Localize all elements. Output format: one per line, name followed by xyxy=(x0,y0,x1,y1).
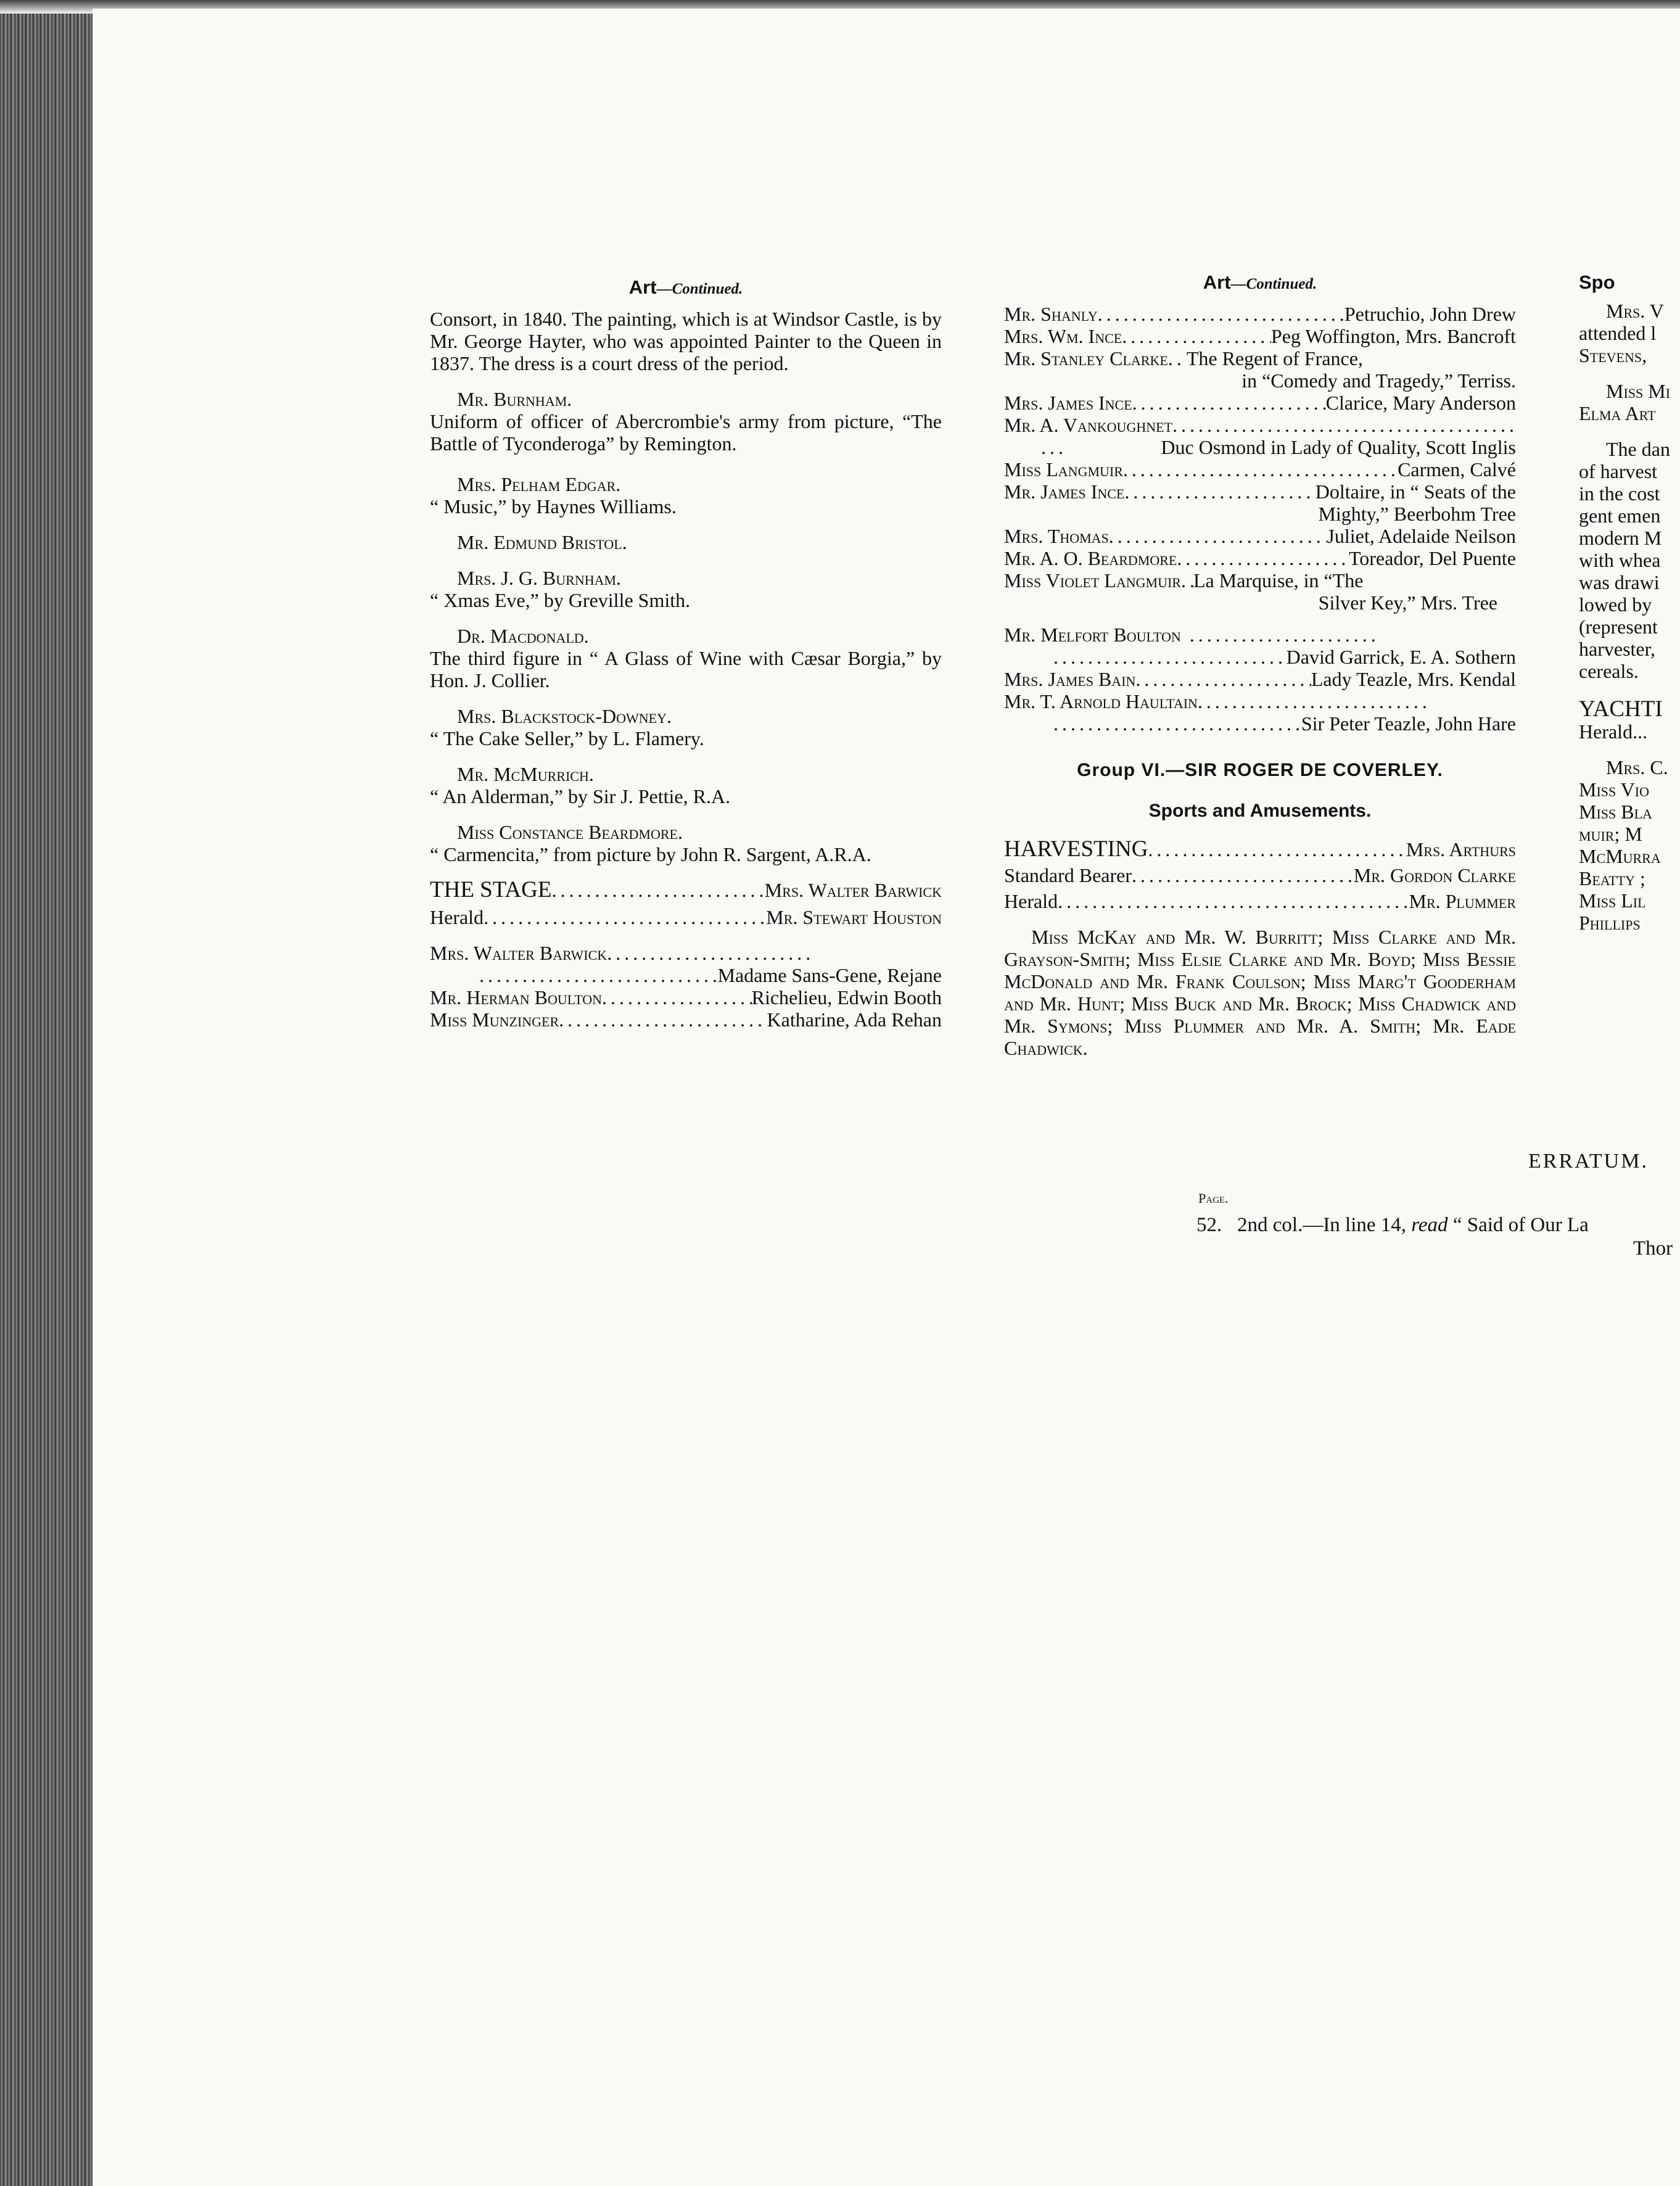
text-line: (represent xyxy=(1579,616,1658,638)
leader-dots xyxy=(1123,458,1398,481)
cast-role: Carmen, Calvé xyxy=(1398,458,1516,481)
cast-row xyxy=(1004,624,1516,646)
leader-dots xyxy=(1122,325,1271,347)
cast-role: Katharine, Ada Rehan xyxy=(767,1008,942,1031)
entry-name: Miss Constance Beardmore. xyxy=(457,821,683,843)
leader-dots xyxy=(1168,347,1187,369)
entry-name: Mrs. Pelham Edgar. xyxy=(457,473,621,495)
cast-name: Mr. T. Arnold Haultain xyxy=(1004,690,1198,712)
cast-row xyxy=(1004,712,1516,735)
column-left xyxy=(430,276,942,1031)
herald-label: Herald xyxy=(1004,890,1058,912)
cast-role: Duc Osmond in Lady of Quality, Scott Inglis xyxy=(1161,436,1516,458)
erratum-quote: “ Said of Our La xyxy=(1452,1214,1589,1236)
cast-role: The Regent of France, xyxy=(1186,347,1363,369)
cast-name: Mrs. James Bain xyxy=(1004,668,1136,690)
cast-role-continued: Mighty,” Beerbohm Tree xyxy=(1318,503,1516,525)
text-line: Stevens, xyxy=(1579,344,1647,366)
entry-desc: Uniform of officer of Abercrombie's army from picture, “The Battle of Tyconderoga” by Remington. xyxy=(430,410,942,455)
text-line: lowed by xyxy=(1579,593,1652,616)
cast-role-continued: Silver Key,” Mrs. Tree xyxy=(1318,592,1497,614)
cast-name: Mr. Herman Boulton xyxy=(430,986,603,1008)
cast-row xyxy=(1004,325,1516,347)
cast-role: Doltaire, in “ Seats of the xyxy=(1315,481,1516,503)
leader-dots xyxy=(1198,690,1432,712)
cast-name: Mr. James Ince xyxy=(1004,481,1125,503)
cast-role: La Marquise, in “The xyxy=(1193,569,1364,592)
harvesting-label: HARVESTING xyxy=(1004,836,1148,862)
text-line: Elma Art xyxy=(1579,402,1656,424)
entry xyxy=(430,531,942,553)
cast-role: Petruchio, John Drew xyxy=(1344,303,1516,325)
cast-role: Richelieu, Edwin Booth xyxy=(751,986,942,1008)
cast-row xyxy=(1004,547,1516,569)
leader-dots xyxy=(1148,838,1406,860)
text-line: Mrs. V xyxy=(1606,300,1664,322)
cast-row xyxy=(1004,414,1516,436)
book-page-edges xyxy=(0,0,93,2186)
erratum-page-number: 52. xyxy=(1196,1214,1222,1236)
entry-name: Mr. Edmund Bristol. xyxy=(457,531,627,553)
cast-row xyxy=(1004,668,1516,690)
leader-dots xyxy=(559,1008,767,1031)
text-line: YACHTI xyxy=(1579,696,1663,722)
leader-dots xyxy=(1124,481,1315,503)
section-subtitle: Sports and Amusements. xyxy=(1148,801,1372,821)
cast-row xyxy=(430,942,942,964)
herald-value: Mr. Stewart Houston xyxy=(766,906,942,928)
standard-bearer-label: Standard Bearer xyxy=(1004,864,1132,886)
herald-label: Herald xyxy=(430,906,484,928)
cast-role: Peg Woffington, Mrs. Bancroft xyxy=(1270,325,1516,347)
standard-bearer-row xyxy=(1004,864,1516,886)
text-line: of harvest xyxy=(1579,460,1658,482)
leader-dots xyxy=(602,986,752,1008)
cast-role: Clarice, Mary Anderson xyxy=(1325,392,1516,414)
cast-name: Mr. A. Vankoughnet xyxy=(1004,414,1172,436)
entry-desc: “ An Alderman,” by Sir J. Pettie, R.A. xyxy=(430,785,731,807)
intro-paragraph: Consort, in 1840. The painting, which is at Windsor Castle, is by Mr. George Hayter, who was appointed Painter to the Queen in 1837. The dress is a court dress of the period. xyxy=(430,308,942,374)
cast-name: Mrs. Thomas xyxy=(1004,525,1109,547)
cast-name: Mrs. Walter Barwick xyxy=(430,942,607,964)
text-line: Miss Vio xyxy=(1579,778,1649,801)
leader-dots xyxy=(1190,624,1375,646)
heading-suffix: —Continued. xyxy=(656,281,743,297)
leader-dots xyxy=(1053,646,1287,668)
entry xyxy=(430,705,942,727)
leader-dots xyxy=(1109,525,1327,547)
heading-text: Art xyxy=(1203,271,1231,293)
standard-bearer-value: Mr. Gordon Clarke xyxy=(1353,864,1516,886)
text-line: Phillips xyxy=(1579,912,1641,934)
text-line: muir; M xyxy=(1579,823,1642,845)
leader-dots xyxy=(1132,864,1354,886)
herald-row xyxy=(430,906,942,928)
erratum-text: 2nd col.—In line 14, xyxy=(1237,1214,1407,1236)
harvesting-value: Mrs. Arthurs xyxy=(1406,838,1516,860)
erratum-title: ERRATUM. xyxy=(1528,1150,1649,1173)
cast-row xyxy=(1004,525,1516,547)
text-line: The dan xyxy=(1606,438,1670,460)
cast-name: Miss Langmuir xyxy=(1004,458,1123,481)
entry xyxy=(430,763,942,785)
column-heading xyxy=(1004,271,1516,295)
cast-row xyxy=(1004,481,1516,503)
cast-row xyxy=(1004,458,1516,481)
cast-name: Miss Violet Langmuir xyxy=(1004,569,1181,592)
entry-name: Mr. McMurrich. xyxy=(457,763,594,785)
entry-name: Mr. Burnham. xyxy=(457,388,572,410)
erratum-read: read xyxy=(1411,1214,1448,1236)
leader-dots xyxy=(1135,668,1311,690)
text-line: harvester, xyxy=(1579,638,1655,660)
leader-dots xyxy=(1053,712,1301,735)
column-heading xyxy=(1579,271,1680,294)
text-line: in the cost xyxy=(1579,482,1660,505)
text-line: McMurra xyxy=(1579,845,1661,867)
entry-desc: “ Carmencita,” from picture by John R. Sargent, A.R.A. xyxy=(430,843,871,865)
stage-label: THE STAGE xyxy=(430,877,552,902)
herald-row xyxy=(1004,890,1516,912)
group-title: Group VI.—SIR ROGER DE COVERLEY. xyxy=(1077,760,1443,780)
cast-row xyxy=(1004,347,1516,369)
text-line: Miss Bla xyxy=(1579,801,1652,823)
leader-dots xyxy=(607,942,810,964)
stage-value: Mrs. Walter Barwick xyxy=(764,879,942,901)
entry xyxy=(430,821,942,843)
entry-desc: The third figure in “ A Glass of Wine with Cæsar Borgia,” by Hon. J. Collier. xyxy=(430,647,942,691)
cast-role: David Garrick, E. A. Sothern xyxy=(1286,646,1516,668)
leader-dots xyxy=(484,906,766,928)
heading-suffix: —Continued. xyxy=(1230,276,1317,292)
cast-name: Mr. Shanly xyxy=(1004,303,1098,325)
cast-role: Lady Teazle, Mrs. Kendal xyxy=(1311,668,1516,690)
column-right-clipped xyxy=(1579,271,1680,934)
leader-dots xyxy=(1041,436,1066,458)
column-heading xyxy=(430,276,942,300)
stage-row xyxy=(430,879,942,901)
text-line: cereals. xyxy=(1579,660,1639,682)
text-line: attended l xyxy=(1579,322,1657,344)
cast-row xyxy=(1004,646,1516,668)
cast-role: Madame Sans-Gene, Rejane xyxy=(717,964,942,986)
entry-desc: “ Xmas Eve,” by Greville Smith. xyxy=(430,589,691,611)
cast-row xyxy=(1004,690,1516,712)
heading-text: Spo xyxy=(1579,271,1615,293)
entry-name: Mrs. J. G. Burnham. xyxy=(457,567,622,589)
cast-row xyxy=(430,986,942,1008)
cast-name: Mrs. Wm. Ince xyxy=(1004,325,1122,347)
cast-row xyxy=(1004,392,1516,414)
cast-role: Juliet, Adelaide Neilson xyxy=(1327,525,1516,547)
entry xyxy=(430,388,942,410)
text-line: Miss Mi xyxy=(1606,380,1671,402)
herald-value: Mr. Plummer xyxy=(1409,890,1516,912)
cast-row xyxy=(1004,569,1516,592)
column-middle xyxy=(1004,271,1516,1059)
entry xyxy=(430,473,942,495)
cast-name: Mr. Melfort Boulton xyxy=(1004,624,1181,646)
cast-row xyxy=(1004,303,1516,325)
leader-dots xyxy=(1058,890,1409,912)
leader-dots xyxy=(551,879,764,901)
text-line: gent emen xyxy=(1579,505,1661,527)
pairs-paragraph: Miss McKay and Mr. W. Burritt; Miss Clarke and Mr. Grayson-Smith; Miss Elsie Clarke and Mr. Boyd; Miss Bessie McDonald and Mr. Frank Coulson; Miss Marg't Gooderham and Mr. Hunt; Miss Buck and Mr. Brock; Miss Chadwick and Mr. Symons; Miss Plummer and Mr. A. Smith; Mr. Eade Chadwick. xyxy=(1004,926,1516,1059)
cast-row xyxy=(1004,436,1516,458)
leader-dots xyxy=(1172,414,1516,436)
text-line: Miss Lil xyxy=(1579,889,1646,912)
leader-dots xyxy=(479,964,718,986)
heading-text: Art xyxy=(628,276,657,298)
erratum-line xyxy=(1196,1214,1589,1237)
cast-name: Mr. A. O. Beardmore xyxy=(1004,547,1177,569)
text-line: was drawi xyxy=(1579,571,1660,593)
leader-dots xyxy=(1098,303,1344,325)
cast-row xyxy=(430,1008,942,1031)
leader-dots xyxy=(1181,569,1193,592)
text-line: with whea xyxy=(1579,549,1661,571)
cast-row xyxy=(430,964,942,986)
entry xyxy=(430,625,942,647)
text-line: Beatty ; xyxy=(1579,867,1645,889)
leader-dots xyxy=(1177,547,1349,569)
entry-desc: “ The Cake Seller,” by L. Flamery. xyxy=(430,727,704,749)
cast-role-continued: in “Comedy and Tragedy,” Terriss. xyxy=(1241,369,1516,392)
cast-name: Miss Munzinger xyxy=(430,1008,559,1031)
entry-desc: “ Music,” by Haynes Williams. xyxy=(430,495,677,518)
erratum-page-label: Page. xyxy=(1198,1190,1229,1206)
harvesting-row xyxy=(1004,838,1516,860)
cast-name: Mrs. James Ince xyxy=(1004,392,1132,414)
erratum-line-continued: Thor xyxy=(1633,1237,1673,1260)
leader-dots xyxy=(1132,392,1326,414)
entry xyxy=(430,567,942,589)
text-line: Herald... xyxy=(1579,720,1648,743)
text-line: modern M xyxy=(1579,527,1662,549)
entry-name: Mrs. Blackstock-Downey. xyxy=(457,705,672,727)
entry-name: Dr. Macdonald. xyxy=(457,625,589,647)
cast-role: Toreador, Del Puente xyxy=(1348,547,1516,569)
text-line: Mrs. C. xyxy=(1606,756,1668,778)
cast-name: Mr. Stanley Clarke xyxy=(1004,347,1168,369)
cast-role: Sir Peter Teazle, John Hare xyxy=(1301,712,1516,735)
